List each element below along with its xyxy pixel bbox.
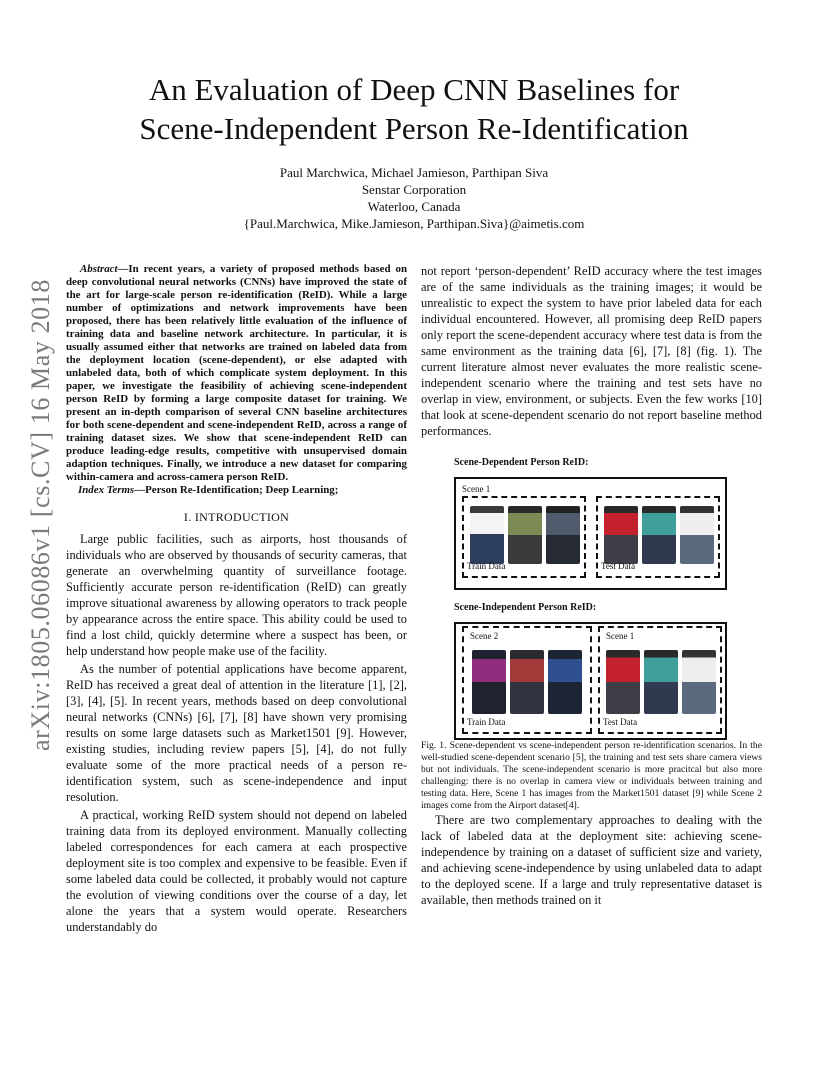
person-image	[644, 650, 678, 714]
intro-paragraph-1: Large public facilities, such as airports, host thousands of individuals who are observed by thousands of security cameras, that generate an overwhelming quantity of surveillance footage. Sufficiently accurate person re-identification (ReID) can greatly improve situational awareness by allowing operators to track people by appearance across the entire space. This ability could be used to find a lost child, quickly determine where a suspect has been, or help understand how people make use of the facility.	[66, 532, 407, 658]
person-image	[680, 506, 714, 564]
person-image	[472, 650, 506, 714]
person-image	[548, 650, 582, 714]
test-set-box	[598, 626, 722, 734]
arxiv-stamp	[26, 270, 56, 760]
right-paragraph-1: not report ‘person-dependent’ ReID accuracy where the test images are of the same individuals as the training images; it would be unrealistic to expect the system to have prior labeled data for each individual encountered. However, all promising deep ReID papers only report the scene-dependent accuracy where test data is from the same environment as the training data [6], [7], [8] (fig. 1). The current literature almost never evaluates the more realistic scene-independent scenario where the training and test sets have no overlap in view, environment, or subjects. Even the few works [10] that look at scene-dependent scenario do not report baseline method performances.	[421, 264, 762, 438]
right-paragraph-2: There are two complementary approaches to dealing with the lack of labeled data at the deployment site: achieving scene-independence by training on a dataset of sufficient size and variety, and achieving scene-independence by using unlabeled data to adapt to the deployed scene. If a large and truly representative dataset is available, then methods trained on it	[421, 813, 762, 907]
index-terms-body: —Person Re-Identification; Deep Learning;	[134, 484, 339, 496]
train-data-label: Train Data	[467, 561, 506, 571]
test-data-label: Test Data	[601, 561, 636, 571]
index-terms	[66, 484, 407, 497]
author-block	[60, 164, 768, 232]
figure-1	[421, 455, 762, 812]
author-names: Paul Marchwica, Michael Jamieson, Parthipan Siva	[279, 165, 549, 180]
train-data-label: Train Data	[467, 717, 506, 727]
title-line-1: An Evaluation of Deep CNN Baselines for	[148, 72, 680, 107]
person-image	[546, 506, 580, 564]
title-line-2: Scene-Independent Person Re-Identification	[139, 111, 689, 146]
person-image	[682, 650, 716, 714]
figure-1-caption: Fig. 1. Scene-dependent vs scene-independent person re-identification scenarios. In the well-studied scene-dependent scenario [5], the training and test sets share camera views but not individuals. The scene-independent scenario is more pracitcal but also more challenging: there is no overlap in camera view or individuals between training and testing data. Here, Scene 1 has images from the Market1501 dataset [9] while Scene 2 images come from the Airport dataset[4].	[421, 740, 762, 811]
index-terms-lead: Index Terms	[78, 484, 135, 496]
abstract	[66, 263, 407, 484]
right-column	[421, 263, 762, 908]
abstract-body: —In recent years, a variety of proposed methods based on deep convolutional neural networks (CNNs) have improved the state of the art for large-scale person re-identification (ReID). While a large number of optimizations and network improvements have been proposed, there has been relatively little evaluation of the influence of training data and baseline network architecture. In particular, it is usually assumed either that networks are trained on labeled data from the deployment location (scene-dependent), or else adapted with unlabeled data, both of which complicate system deployment. In this paper, we investigate the feasibility of achieving scene-independent person ReID by forming a large composite dataset for training. We present an in-depth comparison of several CNN baseline architectures for both scene-dependent and scene-independent ReID, across a range of training dataset sizes. We show that scene-independent ReID can produce leading-edge results, competitive with unsupervised domain adaption techniques. Finally, we introduce a new dataset for comparing within-camera and across-camera person ReID.	[66, 263, 407, 483]
abstract-lead: Abstract	[80, 263, 118, 275]
person-image	[604, 506, 638, 564]
figure-panel-2-label: Scene-Independent Person ReID:	[454, 602, 597, 613]
figure-panel-1	[454, 477, 727, 590]
location: Waterloo, Canada	[367, 199, 461, 214]
arxiv-stamp-text: arXiv:1805.06086v1 [cs.CV] 16 May 2018	[26, 279, 56, 751]
test-set-box	[596, 496, 720, 578]
person-image	[606, 650, 640, 714]
test-data-label: Test Data	[603, 717, 638, 727]
intro-paragraph-3: A practical, working ReID system should not depend on labeled training data from its deployed environment. Manually collecting labeled correspondences for each camera at each prospective deployment site is too complex and expensive to be feasible. Even if some labeled data could be collected, it probably would not capture the evolution of viewing conditions over the course of a day, let alone the years that a system would operate. Researchers understandably do	[66, 808, 407, 934]
emails: {Paul.Marchwica, Mike.Jamieson, Parthipan.Siva}@aimetis.com	[243, 216, 585, 231]
person-image	[642, 506, 676, 564]
affiliation: Senstar Corporation	[361, 182, 467, 197]
left-column	[66, 263, 407, 935]
person-image	[508, 506, 542, 564]
scene-1-tag-right: Scene 1	[606, 631, 635, 641]
paper-title	[60, 70, 768, 148]
train-set-box	[462, 496, 586, 578]
person-image	[470, 506, 504, 564]
figure-panel-2	[454, 622, 727, 740]
section-heading-introduction: I. INTRODUCTION	[183, 510, 290, 524]
intro-paragraph-2: As the number of potential applications have become apparent, ReID has received a great deal of attention in the literature [1], [2], [3], [4], [5]. In recent years, methods based on deep convolutional neural networks (CNNs) [6], [7], [8] have shown very promising results on some large datasets such as Market1501 [9]. However, existing studies, including review papers [5], [4], do not fully evaluate some of the more practical needs of a person re-identification system, such as scene-independence and input resolution.	[66, 662, 407, 804]
figure-panel-1-label: Scene-Dependent Person ReID:	[454, 457, 589, 468]
scene-1-tag: Scene 1	[462, 484, 491, 494]
person-image	[510, 650, 544, 714]
scene-2-tag: Scene 2	[470, 631, 499, 641]
train-set-box	[462, 626, 592, 734]
